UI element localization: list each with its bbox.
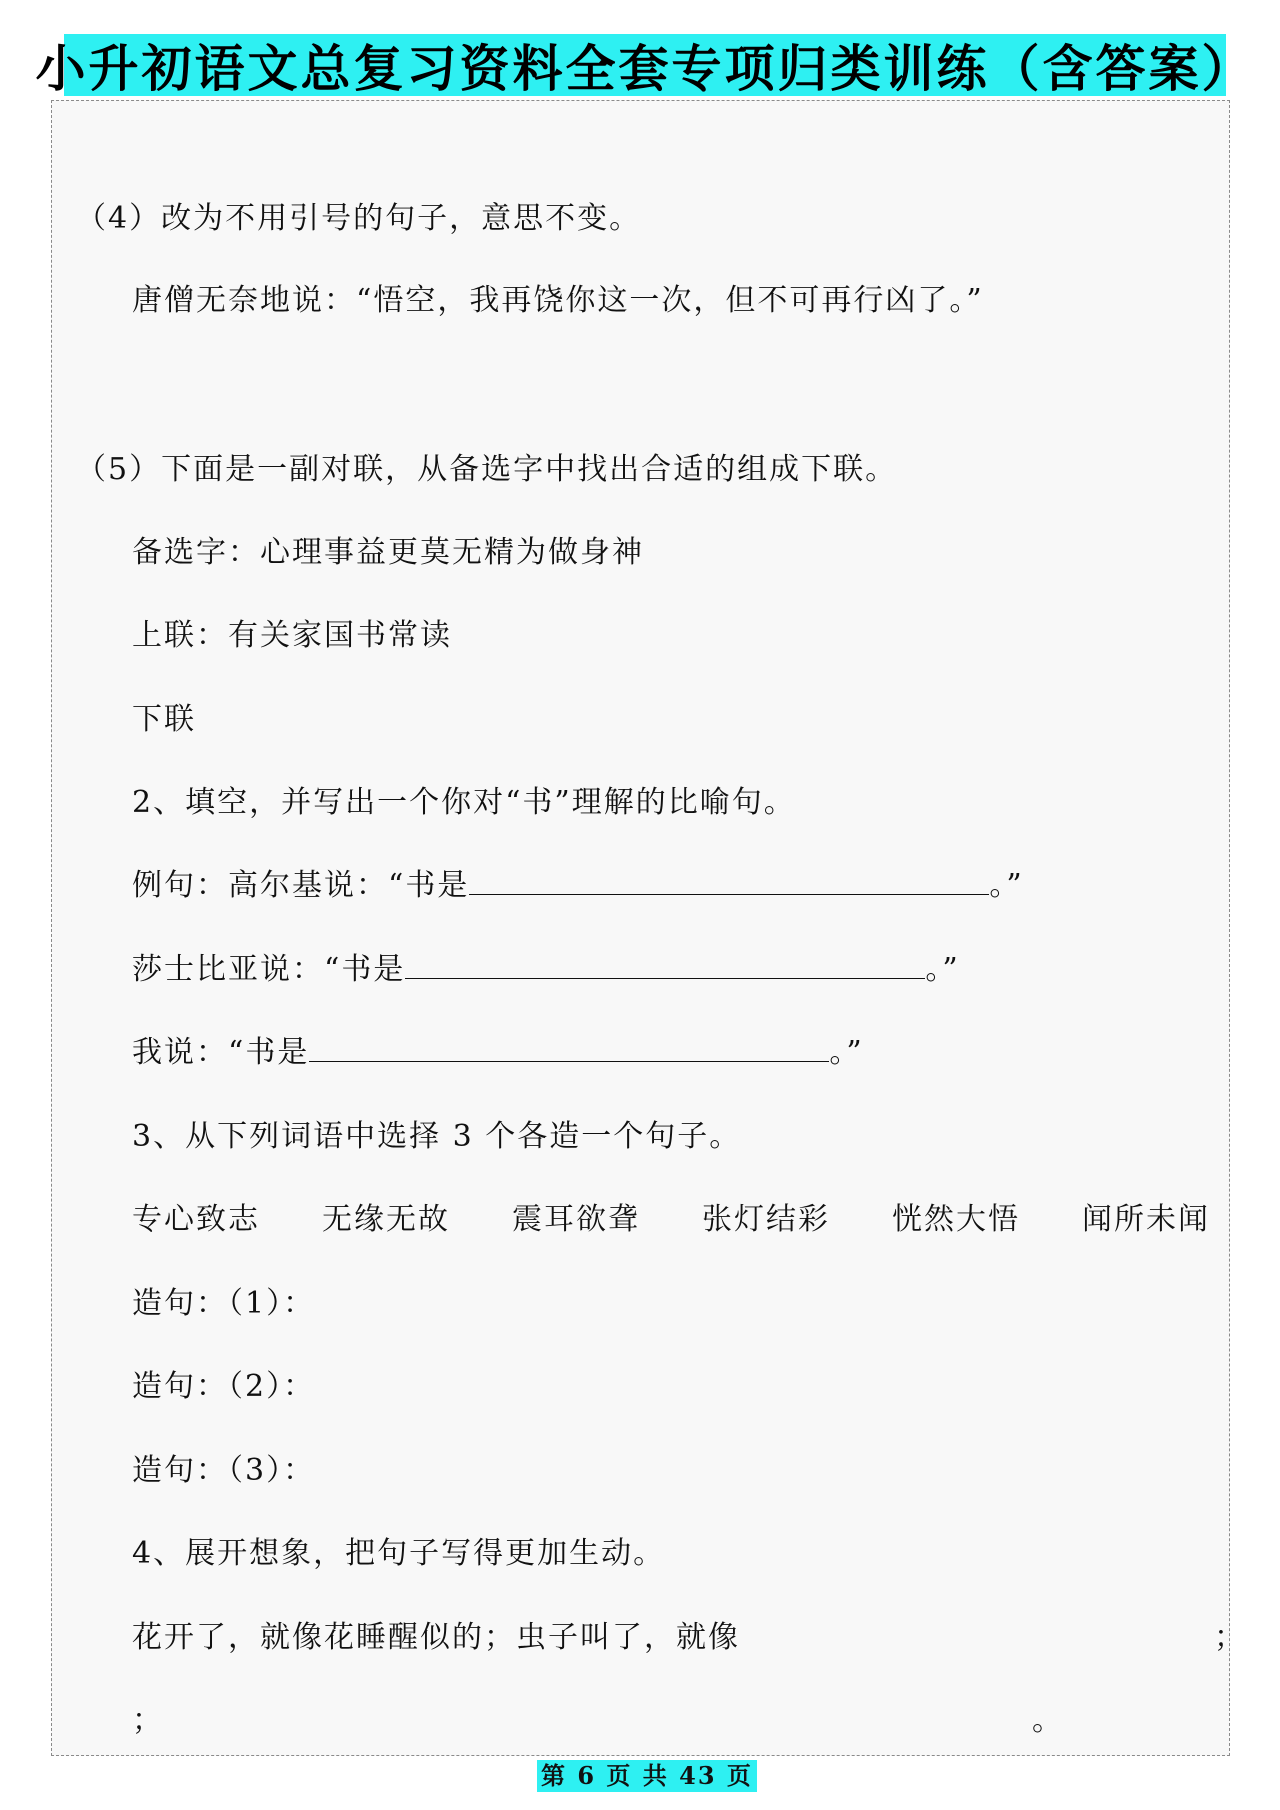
word-list — [132, 1200, 1210, 1240]
fill-line-suffix: 。” — [925, 952, 960, 987]
page-frame — [51, 100, 1230, 1756]
sentence-3: 造句：（3）： — [132, 1453, 316, 1488]
question-4-sentence: 唐僧无奈地说：“悟空，我再饶你这一次，但不可再行凶了。” — [132, 283, 984, 318]
answer-blank[interactable] — [309, 1033, 829, 1062]
question-4-prompt: （4）改为不用引号的句子，意思不变。 — [76, 201, 642, 236]
fill-line-example — [132, 866, 1024, 906]
section-2-heading: 2、填空，并写出一个你对“书”理解的比喻句。 — [132, 785, 796, 820]
answer-blank[interactable] — [405, 950, 925, 979]
section-3-heading: 3、从下列词语中选择 3 个各造一个句子。 — [132, 1119, 742, 1154]
word-item: 震耳欲聋 — [512, 1202, 640, 1237]
imagination-line-1: 花开了，就像花睡醒似的；虫子叫了，就像 — [132, 1620, 740, 1655]
question-5-prompt: （5）下面是一副对联，从备选字中找出合适的组成下联。 — [76, 452, 898, 487]
imagination-line-2-end: 。 — [1032, 1703, 1064, 1738]
couplet-lower: 下联 — [132, 702, 196, 737]
imagination-line-2-start: ； — [132, 1703, 164, 1738]
answer-blank[interactable] — [469, 866, 989, 895]
sentence-1: 造句：（1）： — [132, 1286, 316, 1321]
word-item: 专心致志 — [132, 1202, 260, 1237]
fill-line-suffix: 。” — [829, 1035, 864, 1070]
fill-line-shakespeare — [132, 950, 960, 990]
fill-line-me — [132, 1033, 864, 1073]
fill-line-prefix: 例句：高尔基说：“书是 — [132, 868, 470, 903]
sentence-2: 造句：（2）： — [132, 1369, 316, 1404]
imagination-line-1-end: ； — [1214, 1620, 1246, 1655]
word-item: 恍然大悟 — [892, 1202, 1020, 1237]
word-item: 张灯结彩 — [702, 1202, 830, 1237]
word-item: 无缘无故 — [322, 1202, 450, 1237]
document-title: 小升初语文总复习资料全套专项归类训练（含答案） — [64, 34, 1226, 96]
couplet-upper: 上联：有关家国书常读 — [132, 618, 452, 653]
fill-line-prefix: 莎士比亚说：“书是 — [132, 952, 406, 987]
section-4-heading: 4、展开想象，把句子写得更加生动。 — [132, 1536, 666, 1571]
couplet-options: 备选字：心理事益更莫无精为做身神 — [132, 535, 644, 570]
page-number: 第 6 页 共 43 页 — [537, 1760, 757, 1792]
word-item: 闻所未闻 — [1082, 1202, 1210, 1237]
fill-line-suffix: 。” — [989, 868, 1024, 903]
fill-line-prefix: 我说：“书是 — [132, 1035, 310, 1070]
